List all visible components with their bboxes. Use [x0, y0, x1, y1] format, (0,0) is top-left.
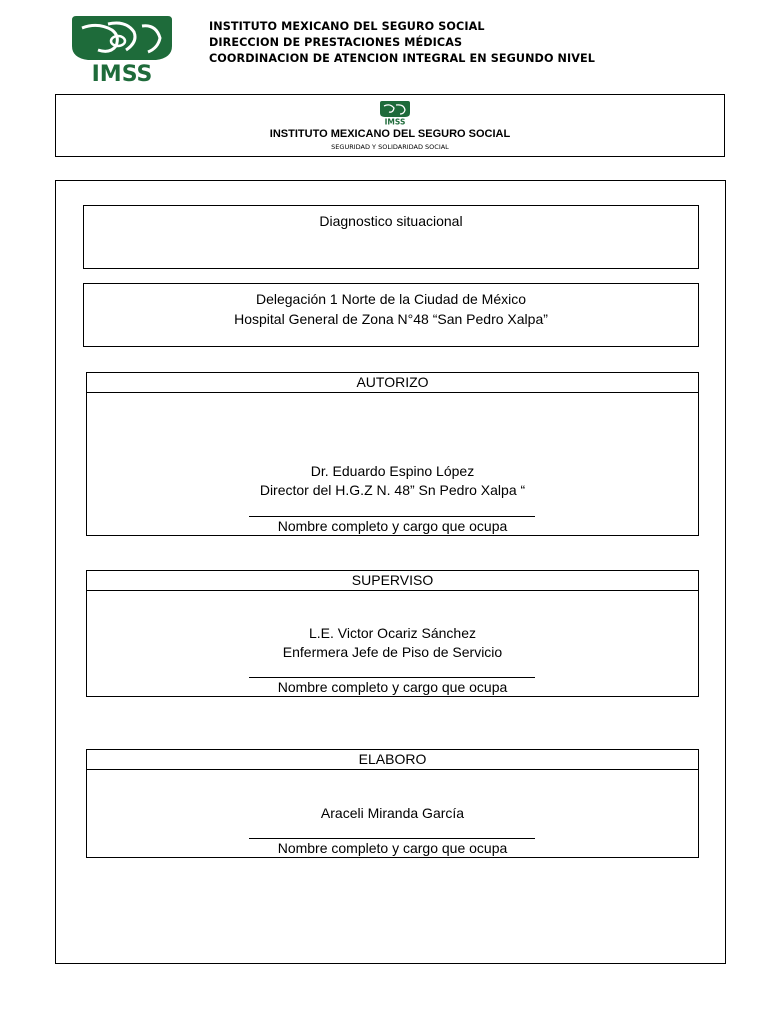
signature-line — [249, 516, 535, 517]
signature-heading: AUTORIZO — [87, 373, 698, 393]
signer-name: Dr. Eduardo Espino López — [310, 463, 475, 479]
signature-block-elaboro — [86, 749, 699, 858]
signer-name: L.E. Victor Ocariz Sánchez — [308, 625, 477, 641]
banner-title: INSTITUTO MEXICANO DEL SEGURO SOCIAL — [269, 128, 511, 140]
signature-block-superviso — [86, 570, 699, 697]
header-line-1: INSTITUTO MEXICANO DEL SEGURO SOCIAL — [209, 20, 485, 33]
signature-caption: Nombre completo y cargo que ocupa — [277, 518, 508, 534]
location-box — [83, 283, 699, 347]
document-title: Diagnostico situacional — [319, 213, 463, 229]
signature-heading: ELABORO — [87, 750, 698, 770]
imss-logo-text: IMSS — [91, 62, 153, 84]
header-line-3: COORDINACION DE ATENCION INTEGRAL EN SEGUNDO NIVEL — [209, 52, 596, 65]
imss-small-logo — [378, 100, 412, 125]
delegation-text: Delegación 1 Norte de la Ciudad de México — [255, 291, 527, 307]
signature-line — [249, 677, 535, 678]
banner-subtitle: SEGURIDAD Y SOLIDARIDAD SOCIAL — [331, 143, 449, 151]
signature-caption: Nombre completo y cargo que ocupa — [277, 840, 508, 856]
signature-block-autorizo — [86, 372, 699, 536]
signer-role: Enfermera Jefe de Piso de Servicio — [282, 644, 503, 660]
header-line-2: DIRECCION DE PRESTACIONES MÉDICAS — [209, 36, 463, 49]
signature-heading: SUPERVISO — [87, 571, 698, 591]
signer-name: Araceli Miranda García — [320, 805, 465, 821]
hospital-text: Hospital General de Zona N°48 “San Pedro Xalpa” — [234, 311, 548, 327]
signature-line — [249, 838, 535, 839]
header-text-block — [209, 19, 595, 67]
signer-role: Director del H.G.Z N. 48” Sn Pedro Xalpa “ — [259, 482, 526, 498]
signature-caption: Nombre completo y cargo que ocupa — [277, 679, 508, 695]
imss-small-logo-text: IMSS — [384, 117, 406, 125]
imss-logo — [68, 14, 176, 84]
institution-banner — [55, 94, 725, 157]
document-title-box — [83, 205, 699, 269]
